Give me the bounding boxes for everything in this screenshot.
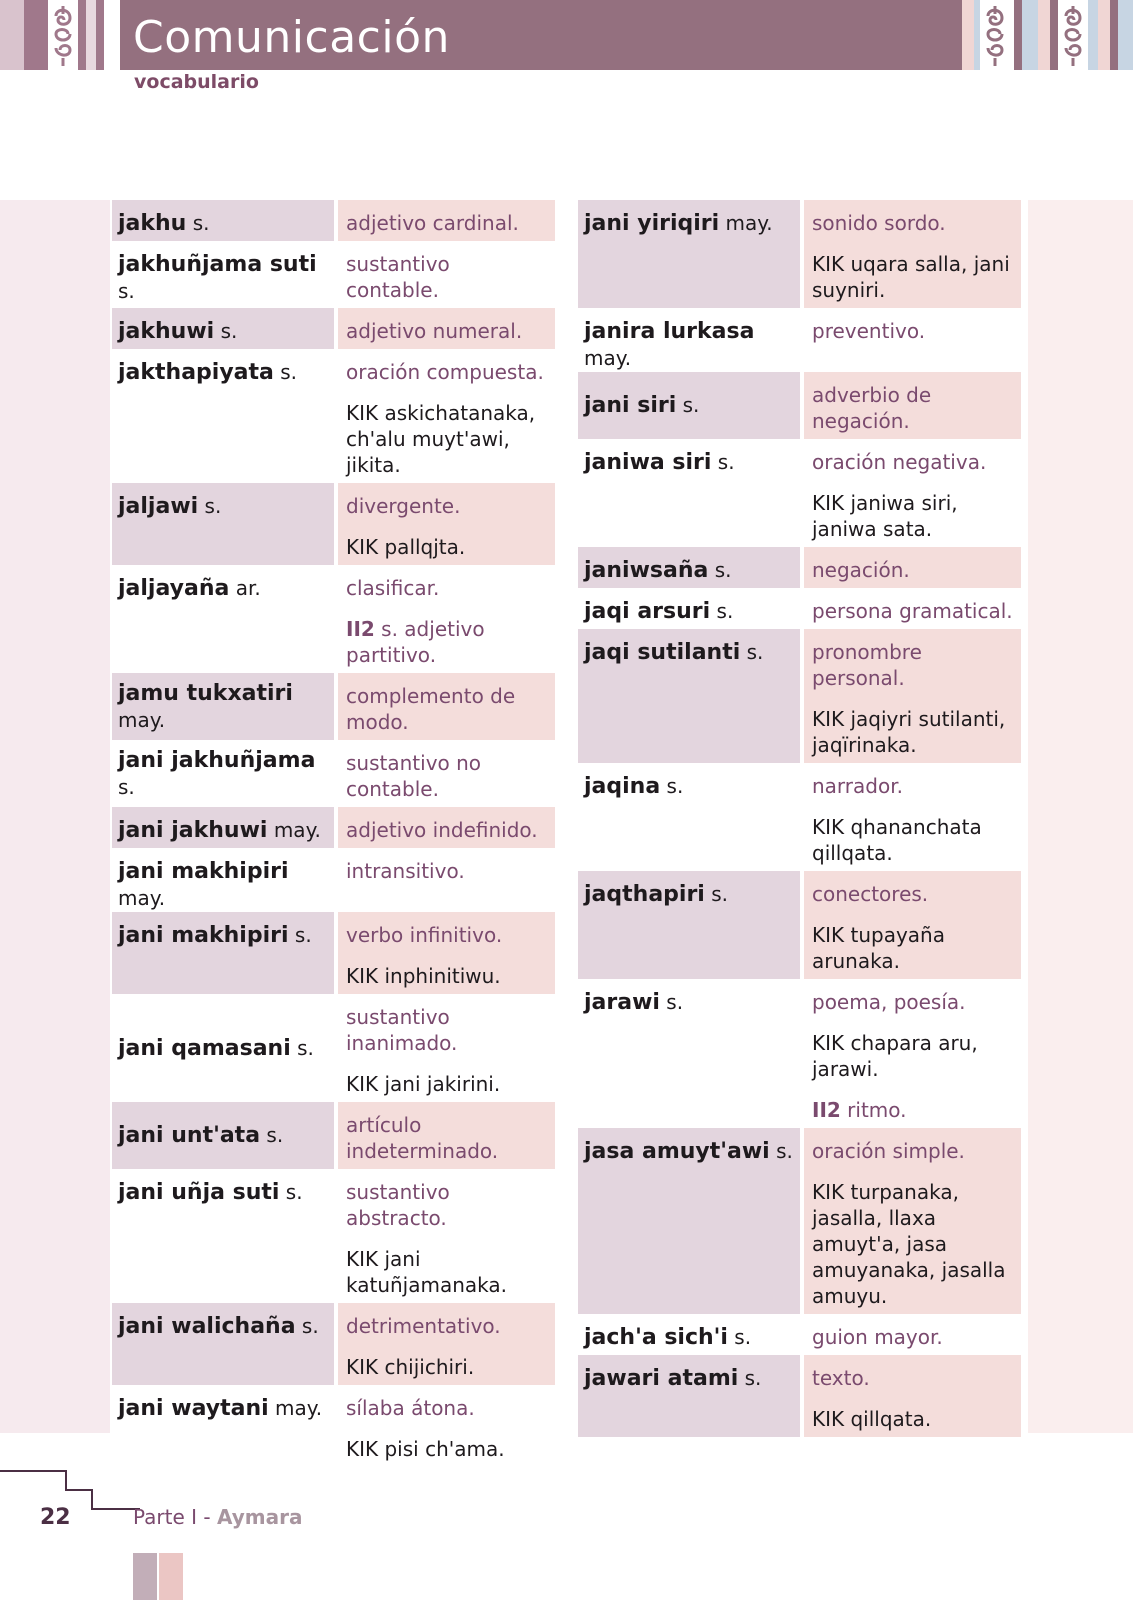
term-text [584, 392, 699, 419]
definition-gloss: verbo infinitivo. [346, 923, 503, 947]
term-word: jakhu [118, 211, 187, 236]
entry-term [112, 912, 334, 994]
definition-kik: KIK chapara aru, jarawi. [812, 1031, 978, 1081]
entry-term [112, 1385, 334, 1467]
definition-gloss: pronombre personal. [812, 640, 922, 690]
entry-definitions [338, 241, 555, 308]
entry-term [112, 1303, 334, 1385]
entry-definitions [338, 994, 555, 1102]
definition-gloss: sustantivo contable. [346, 252, 450, 302]
footer-bar-right [159, 1553, 183, 1600]
term-category: s. [214, 319, 238, 343]
glossary-entry [112, 740, 555, 807]
entry-definitions [804, 372, 1021, 439]
term-text [118, 1180, 303, 1205]
glossary-entry [578, 1314, 1021, 1355]
term-category: s. [118, 279, 135, 303]
definition-gloss: clasificar. [346, 576, 440, 600]
definition-gloss: sonido sordo. [812, 211, 946, 235]
term-category: may. [584, 346, 632, 370]
definition-kik: KIK jani katuñjamanaka. [346, 1247, 508, 1297]
definition-kik: KIK chijichiri. [346, 1355, 475, 1379]
definition-gloss: adjetivo cardinal. [346, 211, 519, 235]
definition-gloss: narrador. [812, 774, 903, 798]
entry-definitions [338, 349, 555, 483]
footer-step-line [0, 1470, 140, 1510]
term-category: s. [710, 599, 734, 623]
term-text [118, 1035, 314, 1062]
term-category: s. [295, 1314, 319, 1338]
glossary-entry [112, 483, 555, 565]
term-category: s. [198, 494, 222, 518]
term-word: janiwa siri [584, 450, 712, 475]
definition-gloss: adjetivo indefinido. [346, 818, 538, 842]
footer-part-label [133, 1505, 302, 1529]
definition-gloss: guion mayor. [812, 1325, 943, 1349]
term-text [584, 450, 735, 475]
term-category: s. [708, 558, 732, 582]
term-text [584, 990, 683, 1015]
glossary-entry [112, 200, 555, 241]
term-category: s. [118, 774, 135, 799]
entry-definitions [804, 763, 1021, 871]
entry-term [112, 308, 334, 349]
glossary-entry [112, 848, 555, 912]
definition-gloss: preventivo. [812, 319, 926, 343]
page-subtitle: vocabulario [134, 71, 259, 93]
sense-text: s. adjetivo partitivo. [346, 617, 485, 667]
definition-numbered [812, 1087, 1013, 1128]
term-text [118, 1122, 283, 1149]
term-word: jani qamasani [118, 1035, 291, 1061]
term-text [584, 640, 763, 665]
entry-definitions [338, 1102, 555, 1169]
definition-kik: KIK tupayaña arunaka. [812, 923, 945, 973]
entry-term [578, 439, 800, 547]
entry-term [112, 740, 334, 807]
entry-definitions [804, 1128, 1021, 1314]
entry-definitions [804, 547, 1021, 588]
term-text [118, 923, 312, 948]
glossary-entry [578, 588, 1021, 629]
entry-term [578, 1355, 800, 1437]
spiral-ornament-icon [1060, 4, 1086, 66]
definition-gloss: sustantivo no contable. [346, 751, 482, 801]
right-margin-band [1028, 200, 1133, 1433]
term-word: jamu tukxatiri [118, 680, 293, 706]
definition-numbered [346, 606, 547, 673]
sense-number: II2 [812, 1098, 841, 1122]
term-category: may. [118, 886, 166, 910]
glossary-entry [578, 547, 1021, 588]
entry-term [112, 200, 334, 241]
definition-gloss: oración negativa. [812, 450, 987, 474]
term-category: may. [268, 1396, 323, 1420]
definition-gloss: sustantivo inanimado. [346, 1005, 458, 1055]
term-text [118, 680, 328, 734]
definition-kik: KIK jaqiyri sutilanti, jaqïrinaka. [812, 707, 1006, 757]
term-text [118, 859, 289, 911]
sense-number: II2 [346, 617, 375, 641]
term-text [584, 211, 773, 236]
entry-term [578, 588, 800, 629]
glossary-entry [578, 372, 1021, 439]
term-word: jani unt'ata [118, 1123, 261, 1148]
term-word: jani jakhuñjama [118, 747, 316, 773]
footer-part: Parte I - [133, 1505, 217, 1529]
term-text [584, 558, 732, 583]
definition-gloss: texto. [812, 1366, 870, 1390]
definition-gloss: oración simple. [812, 1139, 965, 1163]
entry-definitions [338, 673, 555, 740]
left-margin-band [0, 200, 110, 1433]
term-word: jaljayaña [118, 576, 230, 601]
term-category: ar. [229, 576, 261, 600]
definition-gloss: artículo indeterminado. [346, 1113, 499, 1163]
term-text [584, 599, 733, 624]
term-category: s. [727, 1325, 752, 1349]
entry-definitions [804, 308, 1021, 372]
entry-term [112, 565, 334, 673]
glossary-entry [112, 1102, 555, 1169]
entry-term [578, 308, 800, 372]
entry-term [112, 848, 334, 912]
glossary-entry [578, 979, 1021, 1128]
term-word: jaqthapiri [584, 882, 705, 907]
glossary-entry [578, 1355, 1021, 1437]
term-text [584, 319, 754, 371]
term-category: may. [267, 818, 321, 842]
definition-kik: KIK pallqjta. [346, 535, 466, 559]
term-category: s. [288, 923, 312, 947]
term-word: jani siri [584, 393, 677, 418]
entry-definitions [338, 200, 555, 241]
definition-gloss: adjetivo numeral. [346, 319, 523, 343]
term-word: jasa amuyt'awi [584, 1139, 770, 1164]
glossary-entry [578, 1128, 1021, 1314]
entry-term [112, 349, 334, 483]
term-word: jani makhipiri [118, 923, 289, 948]
term-word: jaqi arsuri [584, 599, 711, 624]
glossary-right-column [578, 200, 1021, 1437]
glossary-entry [112, 807, 555, 848]
term-text [118, 747, 328, 801]
definition-gloss: persona gramatical. [812, 599, 1013, 623]
glossary-entry [578, 439, 1021, 547]
term-category: s. [659, 990, 684, 1014]
definition-gloss: complemento de modo. [346, 684, 516, 734]
definition-kik: KIK qhananchata qillqata. [812, 815, 982, 865]
glossary-entry [112, 565, 555, 673]
definition-kik: KIK inphinitiwu. [346, 964, 501, 988]
definition-kik: KIK janiwa siri, janiwa sata. [812, 491, 958, 541]
entry-term [112, 807, 334, 848]
entry-term [578, 979, 800, 1128]
entry-term [112, 241, 334, 308]
definition-gloss: sustantivo abstracto. [346, 1180, 450, 1230]
entry-term [112, 994, 334, 1102]
entry-term [578, 629, 800, 763]
term-text [118, 360, 297, 385]
term-text [118, 211, 209, 236]
entry-definitions [804, 588, 1021, 629]
definition-gloss: poema, poesía. [812, 990, 966, 1014]
term-word: jakthapiyata [118, 360, 274, 385]
entry-definitions [804, 200, 1021, 308]
definition-kik: KIK askichatanaka, ch'alu muyt'awi, jikita. [346, 401, 536, 477]
definition-kik: KIK uqara salla, jani suyniri. [812, 252, 1010, 302]
entry-definitions [804, 439, 1021, 547]
term-category: s. [290, 1035, 314, 1060]
definition-gloss: conectores. [812, 882, 929, 906]
term-text [584, 1325, 751, 1350]
entry-definitions [804, 629, 1021, 763]
definition-gloss: detrimentativo. [346, 1314, 501, 1338]
glossary-entry [112, 994, 555, 1102]
definition-kik: KIK qillqata. [812, 1407, 932, 1431]
entry-definitions [804, 1355, 1021, 1437]
term-category: s. [260, 1123, 284, 1147]
entry-definitions [804, 1314, 1021, 1355]
term-word: janiwsaña [584, 558, 709, 583]
glossary-entry [578, 871, 1021, 979]
term-word: jaqina [584, 774, 661, 799]
term-word: jaqi sutilanti [584, 640, 741, 665]
term-word: jawari atami [584, 1366, 739, 1391]
term-word: jarawi [584, 990, 660, 1015]
entry-definitions [338, 1303, 555, 1385]
term-text [118, 319, 237, 344]
entry-term [578, 1128, 800, 1314]
definition-gloss: oración compuesta. [346, 360, 544, 384]
entry-definitions [338, 1385, 555, 1467]
term-text [118, 818, 321, 843]
term-category: may. [719, 211, 773, 235]
term-category: s. [740, 640, 764, 664]
term-category: s. [738, 1366, 762, 1390]
definition-gloss: divergente. [346, 494, 461, 518]
term-word: jani yiriqiri [584, 211, 720, 236]
entry-term [112, 1169, 334, 1303]
glossary-entry [112, 241, 555, 308]
glossary-entry [578, 629, 1021, 763]
term-category: s. [711, 450, 735, 474]
definition-gloss: negación. [812, 558, 910, 582]
glossary-entry [112, 673, 555, 740]
term-text [118, 1396, 322, 1421]
term-word: jach'a sich'i [584, 1325, 728, 1350]
entry-term [578, 372, 800, 439]
term-word: jani jakhuwi [118, 818, 268, 843]
term-category: may. [118, 707, 166, 732]
term-text [584, 774, 683, 799]
term-text [584, 1139, 793, 1164]
entry-term [578, 547, 800, 588]
footer-bar-left [133, 1553, 157, 1600]
entry-definitions [338, 565, 555, 673]
definition-kik: KIK jani jakirini. [346, 1072, 501, 1096]
entry-term [578, 763, 800, 871]
term-text [118, 252, 317, 304]
entry-definitions [804, 979, 1021, 1128]
term-word: jani waytani [118, 1396, 269, 1421]
entry-term [112, 483, 334, 565]
entry-definitions [338, 740, 555, 807]
entry-definitions [338, 848, 555, 912]
glossary-entry [112, 349, 555, 483]
term-word: jani makhipiri [118, 859, 289, 884]
term-word: jani uñja suti [118, 1180, 280, 1205]
header-right-pattern [962, 0, 1133, 70]
term-category: s. [769, 1139, 793, 1163]
glossary-entry [578, 763, 1021, 871]
definition-kik: KIK turpanaka, jasalla, llaxa amuyt'a, jasa amuyanaka, jasalla amuyu. [812, 1180, 1006, 1308]
sense-text: ritmo. [840, 1098, 907, 1122]
term-category: s. [676, 393, 700, 417]
glossary-left-column [112, 200, 555, 1467]
footer-language: Aymara [216, 1505, 303, 1529]
glossary-entry [112, 308, 555, 349]
entry-term [578, 871, 800, 979]
term-text [118, 1314, 319, 1339]
header-left-pattern [0, 0, 120, 70]
term-category: s. [704, 882, 728, 906]
glossary-entry [112, 1303, 555, 1385]
page-number: 22 [40, 1505, 71, 1530]
term-category: s. [279, 1180, 303, 1204]
definition-gloss: intransitivo. [346, 859, 465, 883]
term-category: s. [273, 360, 298, 384]
entry-term [578, 200, 800, 308]
glossary-entry [578, 200, 1021, 308]
entry-term [112, 1102, 334, 1169]
entry-definitions [338, 912, 555, 994]
term-word: janira lurkasa [584, 319, 755, 344]
entry-definitions [338, 483, 555, 565]
spiral-ornament-icon [50, 4, 76, 66]
term-text [584, 1366, 761, 1391]
definition-gloss: sílaba átona. [346, 1396, 475, 1420]
term-word: jaljawi [118, 494, 199, 519]
glossary-entry [112, 912, 555, 994]
term-text [118, 576, 261, 601]
spiral-ornament-icon [982, 4, 1008, 66]
term-category: s. [186, 211, 210, 235]
term-word: jakhuñjama suti [118, 252, 317, 277]
term-text [584, 882, 728, 907]
definition-gloss: adverbio de negación. [812, 383, 932, 433]
definition-kik: KIK pisi ch'ama. [346, 1437, 505, 1461]
glossary-entry [112, 1169, 555, 1303]
glossary-entry [112, 1385, 555, 1467]
term-word: jani walichaña [118, 1314, 296, 1339]
entry-term [112, 673, 334, 740]
term-text [118, 494, 221, 519]
page-title: Comunicación [133, 12, 450, 63]
entry-definitions [338, 308, 555, 349]
term-word: jakhuwi [118, 319, 215, 344]
entry-definitions [804, 871, 1021, 979]
term-category: s. [660, 774, 684, 798]
entry-definitions [338, 1169, 555, 1303]
glossary-entry [578, 308, 1021, 372]
entry-definitions [338, 807, 555, 848]
entry-term [578, 1314, 800, 1355]
